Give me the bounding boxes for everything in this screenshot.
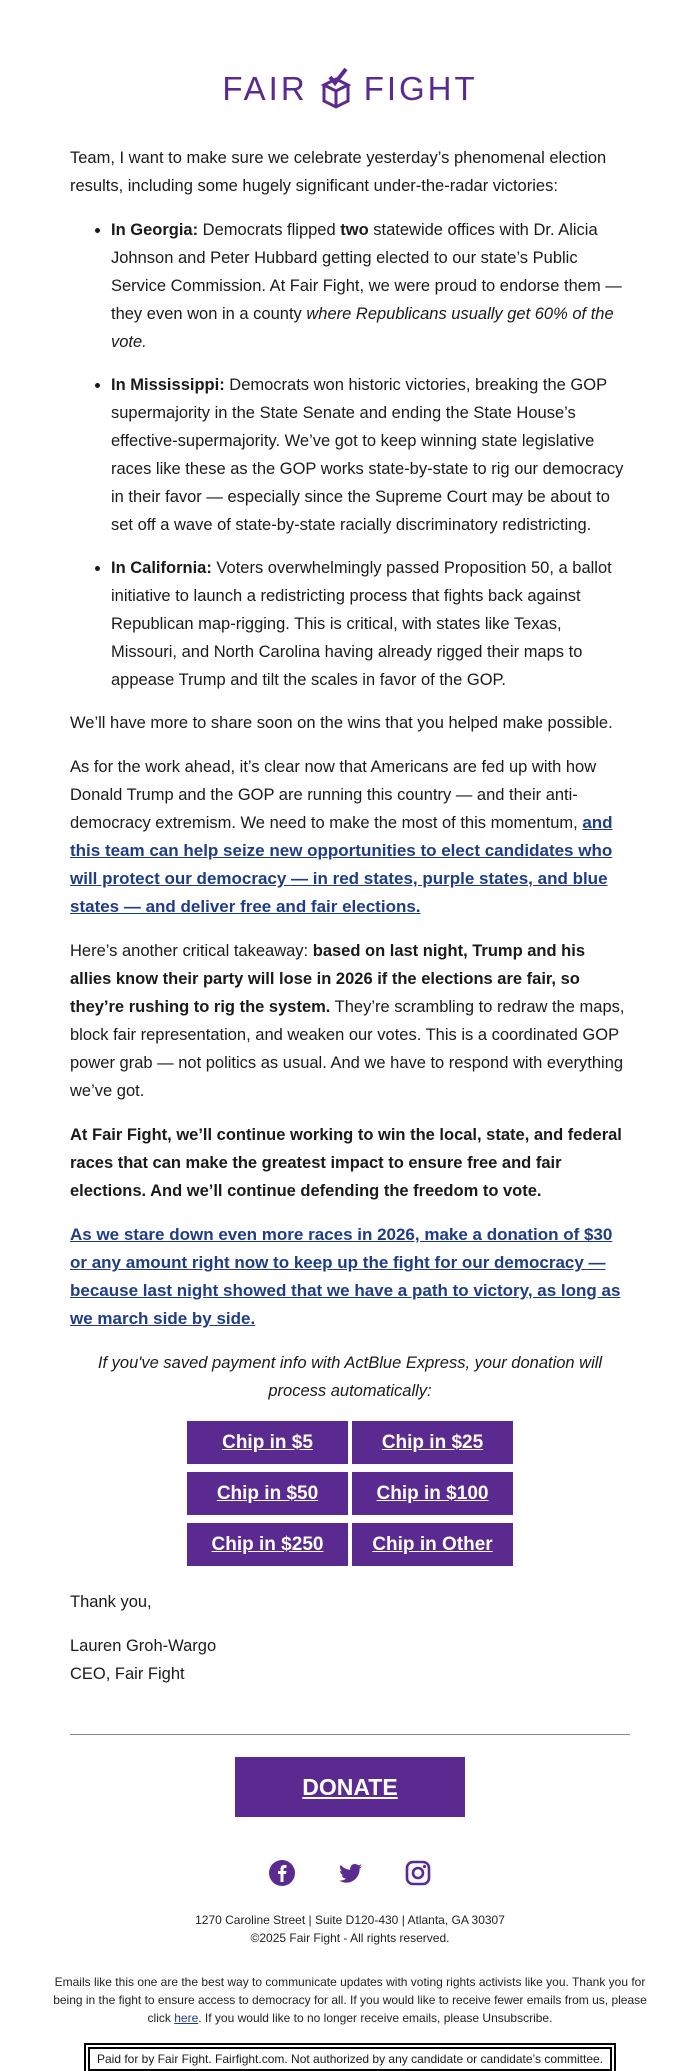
chip-in-other-button[interactable]: Chip in Other [352, 1523, 513, 1566]
instagram-icon[interactable] [404, 1859, 432, 1887]
footer-legal: Emails like this one are the best way to communicate updates with voting rights activists like you. Thank you for being in the fight to ensure access to democracy for all. If you would like to receive fewer emails from us, please click here. If you would like to no longer receive emails, please Unsubscribe. [53, 1975, 647, 2025]
logo-word-right: FIGHT [363, 70, 478, 107]
logo-word-left: FAIR [222, 70, 308, 107]
victories-list [70, 216, 630, 694]
donation-ask-link[interactable]: As we stare down even more races in 2026, make a donation of $30 or any amount right now to keep up the fight for our democracy — because last night showed that we have a path to victory, as long as we march side by side. [70, 1225, 621, 1328]
signoff-name: Lauren Groh-Wargo [70, 1637, 217, 1655]
donate-button[interactable]: DONATE [235, 1757, 465, 1817]
actblue-note: If you've saved payment info with ActBlue Express, your donation will process automatically: [97, 1354, 603, 1400]
elect-candidates-link[interactable]: and this team can help seize new opportunities to elect candidates who will protect our democracy — in red states, purple states, and blue states — and deliver free and fair elections. [70, 813, 613, 916]
list-item: • In Mississippi: Democrats won historic victories, breaking the GOP supermajority in the State Senate and ending the State House’s effective-supermajority. We’ve got to keep winning state legislative races like these as the GOP works state-by-state to rig our democracy in their favor — especially since the Supreme Court may be about to set off a wave of state-by-state racially discriminatory redistricting. [111, 371, 630, 539]
footer-copyright: ©2025 Fair Fight - All rights reserved. [250, 1931, 450, 1945]
list-item: • In Georgia: Democrats flipped two statewide offices with Dr. Alicia Johnson and Peter Hubbard getting elected to our state’s Public Service Commission. At Fair Fight, we were proud to endorse them — they even won in a county where Republicans usually get 60% of the vote. [111, 216, 630, 356]
facebook-icon[interactable] [268, 1859, 296, 1887]
footer-address: 1270 Caroline Street | Suite D120-430 | Atlanta, GA 30307 [195, 1913, 505, 1927]
takeaway-paragraph: Here’s another critical takeaway: based on last night, Trump and his allies know their party will lose in 2026 if the elections are fair, so they’re rushing to rig the system. They’re scrambling to redraw the maps, block fair representation, and weaken our votes. This is a coordinated GOP power grab — not politics as usual. And we have to respond with everything we’ve got. [70, 942, 625, 1100]
divider [70, 1734, 630, 1735]
twitter-icon[interactable] [336, 1859, 364, 1887]
chip-in-50-button[interactable]: Chip in $50 [187, 1472, 348, 1515]
signature [70, 1588, 630, 1688]
signoff-title: CEO, Fair Fight [70, 1665, 185, 1683]
intro-paragraph: Team, I want to make sure we celebrate yesterday’s phenomenal election results, including some hugely significant under-the-radar victories: [70, 149, 607, 195]
footer-address-block [0, 1911, 700, 1947]
bullet-lead: In California: [111, 559, 212, 577]
chip-in-100-button[interactable]: Chip in $100 [352, 1472, 513, 1515]
paid-for-disclaimer: Paid for by Fair Fight. Fairfight.com. Not authorized by any candidate or candidate’s committee. [88, 2047, 612, 2071]
ballot-box-icon [316, 67, 356, 111]
bullet-lead: In Mississippi: [111, 376, 225, 394]
fair-fight-logo[interactable] [0, 0, 700, 120]
bullet-lead: In Georgia: [111, 221, 199, 239]
more-to-share-paragraph: We’ll have more to share soon on the wins that you helped make possible. [70, 714, 613, 732]
chip-in-5-button[interactable]: Chip in $5 [187, 1421, 348, 1464]
signoff-thanks: Thank you, [70, 1593, 152, 1611]
list-item: • In California: Voters overwhelmingly passed Proposition 50, a ballot initiative to launch a redistricting process that fights back against Republican map-rigging. This is critical, with states like Texas, Missouri, and North Carolina having already rigged their maps to appease Trump and tilt the scales in favor of the GOP. [111, 554, 630, 694]
chip-in-25-button[interactable]: Chip in $25 [352, 1421, 513, 1464]
chip-in-250-button[interactable]: Chip in $250 [187, 1523, 348, 1566]
fewer-emails-link[interactable]: here [174, 2011, 199, 2025]
chip-in-buttons [70, 1421, 630, 1566]
commitment-paragraph: At Fair Fight, we’ll continue working to win the local, state, and federal races that can make the greatest impact to ensure free and fair elections. And we’ll continue defending the freedom to vote. [70, 1126, 622, 1200]
work-ahead-paragraph: As for the work ahead, it’s clear now that Americans are fed up with how Donald Trump and the GOP are running this country — and their anti-democracy extremism. We need to make the most of this momentum, and this team can help seize new opportunities to elect candidates who will protect our democracy — in red states, purple states, and blue states — and deliver free and fair elections. [70, 758, 613, 916]
social-links [0, 1859, 700, 1887]
